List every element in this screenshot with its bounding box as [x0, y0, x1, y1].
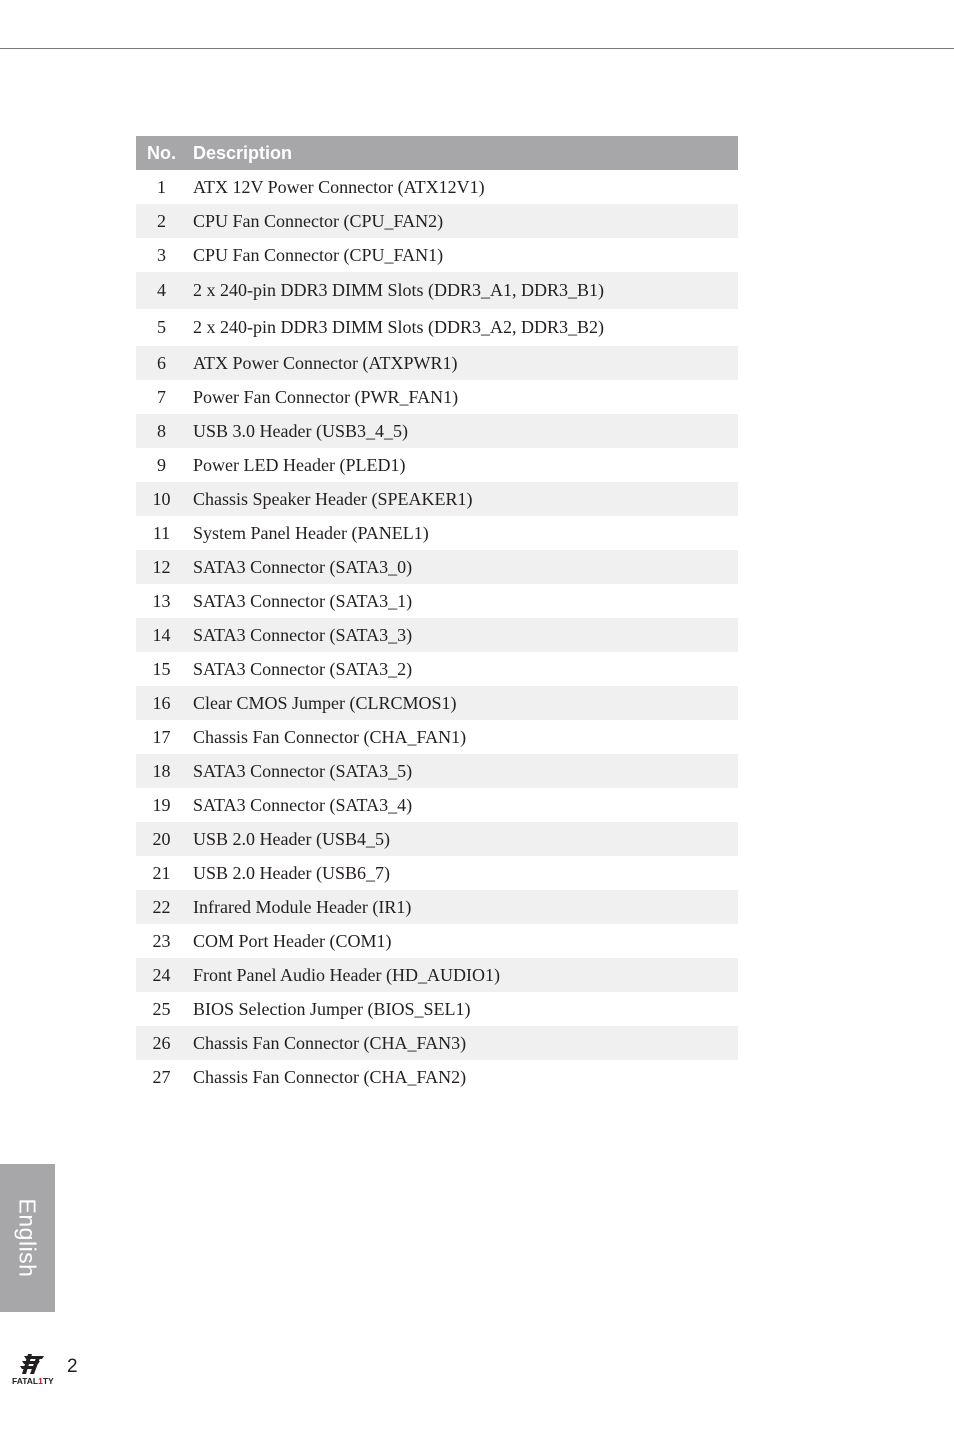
table-header-row: [136, 136, 738, 170]
table-row: [136, 272, 738, 309]
table-row: [136, 924, 738, 958]
row-description: 2 x 240-pin DDR3 DIMM Slots (DDR3_A2, DDR3_B2): [193, 317, 605, 337]
table-row: [136, 204, 738, 238]
row-description: Chassis Fan Connector (CHA_FAN3): [185, 1026, 738, 1060]
row-number: 8: [136, 414, 185, 448]
row-description: ATX Power Connector (ATXPWR1): [185, 346, 738, 380]
row-number: 6: [136, 346, 185, 380]
table-row: [136, 309, 738, 346]
table-row: [136, 516, 738, 550]
fatality-logo-icon: [10, 1352, 64, 1390]
table-row: [136, 380, 738, 414]
row-number: 9: [157, 455, 166, 475]
table-row: [136, 992, 738, 1026]
row-number: 12: [136, 550, 185, 584]
logo-wordmark: FATAL1TY: [12, 1376, 54, 1386]
row-description: Chassis Fan Connector (CHA_FAN2): [193, 1067, 467, 1087]
row-number: 4: [136, 272, 185, 309]
row-number: 19: [152, 795, 171, 815]
table-row: [136, 856, 738, 890]
row-description: USB 3.0 Header (USB3_4_5): [185, 414, 738, 448]
table-row: [136, 1026, 738, 1060]
row-number: 22: [136, 890, 185, 924]
row-description: Power Fan Connector (PWR_FAN1): [193, 387, 459, 407]
row-description: SATA3 Connector (SATA3_1): [193, 591, 413, 611]
row-number: 15: [152, 659, 171, 679]
row-number: 1: [157, 177, 166, 197]
row-number: 7: [157, 387, 166, 407]
row-description: 2 x 240-pin DDR3 DIMM Slots (DDR3_A1, DDR3_B1): [185, 272, 738, 309]
header-no: No.: [136, 136, 185, 170]
table-row: [136, 890, 738, 924]
component-table: [136, 136, 738, 1094]
table-row: [136, 448, 738, 482]
row-description: SATA3 Connector (SATA3_3): [185, 618, 738, 652]
row-number: 14: [136, 618, 185, 652]
table-row: [136, 788, 738, 822]
page-number: 2: [67, 1356, 78, 1377]
table-row: [136, 584, 738, 618]
table-row: [136, 618, 738, 652]
table-row: [136, 958, 738, 992]
language-tab-label: English: [14, 1198, 41, 1278]
table-row: [136, 238, 738, 272]
table-row: [136, 686, 738, 720]
row-description: Chassis Speaker Header (SPEAKER1): [185, 482, 738, 516]
row-description: CPU Fan Connector (CPU_FAN2): [185, 204, 738, 238]
row-number: 10: [136, 482, 185, 516]
row-number: 5: [157, 317, 166, 337]
row-description: CPU Fan Connector (CPU_FAN1): [193, 245, 444, 265]
row-description: Front Panel Audio Header (HD_AUDIO1): [185, 958, 738, 992]
row-description: COM Port Header (COM1): [193, 931, 392, 951]
row-number: 18: [136, 754, 185, 788]
table-row: [136, 822, 738, 856]
row-number: 20: [136, 822, 185, 856]
table-row: [136, 1060, 738, 1094]
table-row: [136, 346, 738, 380]
row-description: SATA3 Connector (SATA3_4): [193, 795, 413, 815]
row-description: Chassis Fan Connector (CHA_FAN1): [193, 727, 467, 747]
row-number: 24: [136, 958, 185, 992]
row-number: 21: [152, 863, 171, 883]
table-row: [136, 550, 738, 584]
row-description: SATA3 Connector (SATA3_0): [185, 550, 738, 584]
row-number: 13: [152, 591, 171, 611]
row-number: 23: [152, 931, 171, 951]
row-description: Power LED Header (PLED1): [193, 455, 406, 475]
row-description: System Panel Header (PANEL1): [193, 523, 429, 543]
table-row: [136, 720, 738, 754]
table-row: [136, 170, 738, 204]
row-number: 17: [152, 727, 171, 747]
row-number: 16: [136, 686, 185, 720]
row-number: 26: [136, 1026, 185, 1060]
row-number: 25: [152, 999, 171, 1019]
row-description: USB 2.0 Header (USB6_7): [193, 863, 390, 883]
table-row: [136, 652, 738, 686]
row-number: 27: [152, 1067, 171, 1087]
table-body: [136, 170, 738, 1094]
row-description: SATA3 Connector (SATA3_5): [185, 754, 738, 788]
row-description: ATX 12V Power Connector (ATX12V1): [193, 177, 485, 197]
header-description: Description: [185, 136, 738, 170]
row-number: 11: [152, 523, 171, 543]
row-description: Infrared Module Header (IR1): [185, 890, 738, 924]
table-row: [136, 754, 738, 788]
top-rule: [0, 48, 954, 49]
row-description: SATA3 Connector (SATA3_2): [193, 659, 413, 679]
table-row: [136, 414, 738, 448]
table-row: [136, 482, 738, 516]
row-description: USB 2.0 Header (USB4_5): [185, 822, 738, 856]
row-description: BIOS Selection Jumper (BIOS_SEL1): [193, 999, 471, 1019]
row-number: 3: [157, 245, 166, 265]
language-tab: [0, 1164, 55, 1312]
row-description: Clear CMOS Jumper (CLRCMOS1): [185, 686, 738, 720]
row-number: 2: [136, 204, 185, 238]
